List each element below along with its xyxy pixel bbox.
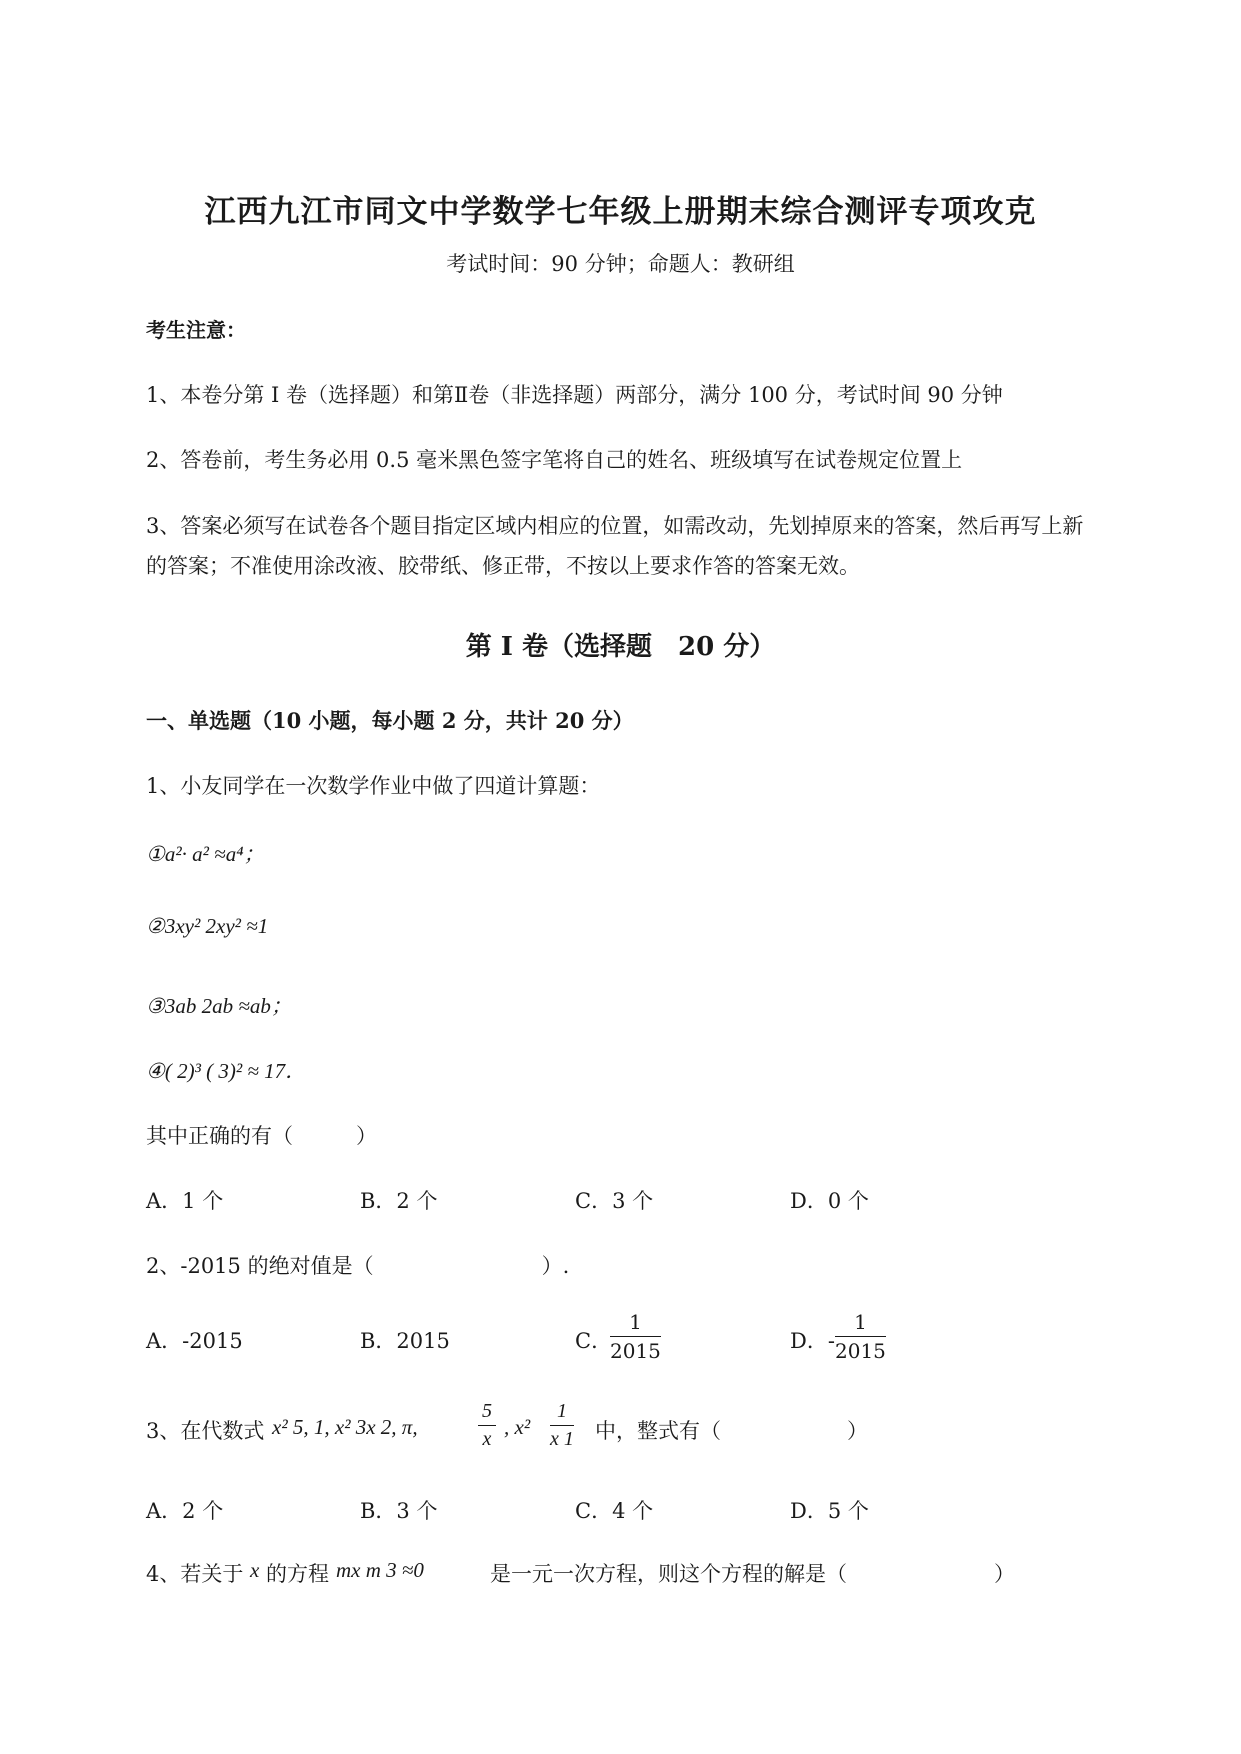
question-1-stem: 1、小友同学在一次数学作业中做了四道计算题： — [146, 774, 601, 798]
question-4-suffix: 是一元一次方程，则这个方程的解是（ ） — [490, 1562, 1015, 1586]
notice-item-3: 3、答案必须写在试卷各个题目指定区域内相应的位置，如需改动，先划掉原来的答案，然后再写上新 — [146, 514, 1084, 538]
question-3-option-d[interactable]: D．5 个 — [790, 1499, 869, 1523]
notice-item-3-cont: 的答案；不准使用涂改液、胶带纸、修正带，不按以上要求作答的答案无效。 — [146, 554, 860, 578]
question-3-expression-mid: , x² — [504, 1415, 531, 1439]
question-1-prompt: 其中正确的有（ ） — [146, 1124, 377, 1148]
question-1-item-2: ②3xy² 2xy² ≈1 — [146, 914, 269, 938]
fraction-numerator: 5 — [478, 1400, 496, 1426]
question-3-fraction-1 — [478, 1400, 496, 1451]
question-1-option-a[interactable]: A．1 个 — [146, 1189, 224, 1213]
question-1-option-c[interactable]: C．3 个 — [575, 1189, 654, 1213]
question-3-suffix: 中，整式有（ ） — [595, 1419, 868, 1443]
question-1-option-b[interactable]: B．2 个 — [360, 1189, 438, 1213]
exam-meta: 考试时间：90 分钟；命题人：教研组 — [446, 252, 795, 276]
notice-item-1: 1、本卷分第 I 卷（选择题）和第Ⅱ卷（非选择题）两部分，满分 100 分，考试时间 90 分钟 — [146, 383, 1003, 407]
question-3-option-b[interactable]: B．3 个 — [360, 1499, 438, 1523]
question-3-option-a[interactable]: A．2 个 — [146, 1499, 224, 1523]
notice-heading: 考生注意： — [146, 318, 246, 342]
question-4-prefix: 4、若关于 — [146, 1562, 244, 1586]
fraction-numerator: 1 — [610, 1310, 661, 1337]
question-3-option-c[interactable]: C．4 个 — [575, 1499, 654, 1523]
question-3-fraction-2 — [550, 1400, 574, 1451]
question-2-option-c-fraction — [610, 1310, 661, 1363]
question-1-item-1: ①a²· a² ≈a⁴； — [146, 842, 265, 866]
question-4-mid: 的方程 — [266, 1562, 329, 1586]
question-2-option-a[interactable]: A．-2015 — [146, 1329, 243, 1353]
question-2-option-c-label[interactable]: C． — [575, 1329, 613, 1353]
part-heading: 一、单选题（10 小题，每小题 2 分，共计 20 分） — [146, 708, 634, 733]
question-1-item-4: ④( 2)³ ( 3)² ≈ 17． — [146, 1059, 307, 1083]
fraction-denominator: x — [482, 1428, 492, 1450]
question-3-prefix: 3、在代数式 — [146, 1419, 265, 1443]
question-2-stem: 2、-2015 的绝对值是（ ）. — [146, 1254, 570, 1278]
fraction-denominator: x 1 — [550, 1428, 574, 1450]
fraction-denominator: 2015 — [610, 1339, 661, 1363]
question-4-variable: x — [250, 1558, 260, 1582]
fraction-numerator: 1 — [835, 1310, 886, 1337]
question-2-option-d-fraction — [835, 1310, 886, 1363]
fraction-numerator: 1 — [550, 1400, 574, 1426]
question-2-option-b[interactable]: B．2015 — [360, 1329, 450, 1353]
notice-item-2: 2、答卷前，考生务必用 0.5 毫米黑色签字笔将自己的姓名、班级填写在试卷规定位置上 — [146, 448, 963, 472]
question-2-option-d-label[interactable]: D．- — [790, 1329, 835, 1353]
question-3-expression: x² 5, 1, x² 3x 2, π, — [272, 1415, 418, 1439]
question-1-option-d[interactable]: D．0 个 — [790, 1189, 869, 1213]
question-4-equation: mx m 3 ≈0 — [336, 1558, 424, 1582]
fraction-denominator: 2015 — [835, 1339, 886, 1363]
section-title: 第 I 卷（选择题 20 分） — [465, 632, 776, 662]
page-title: 江西九江市同文中学数学七年级上册期末综合测评专项攻克 — [204, 194, 1037, 230]
question-1-item-3: ③3ab 2ab ≈ab； — [146, 994, 292, 1018]
